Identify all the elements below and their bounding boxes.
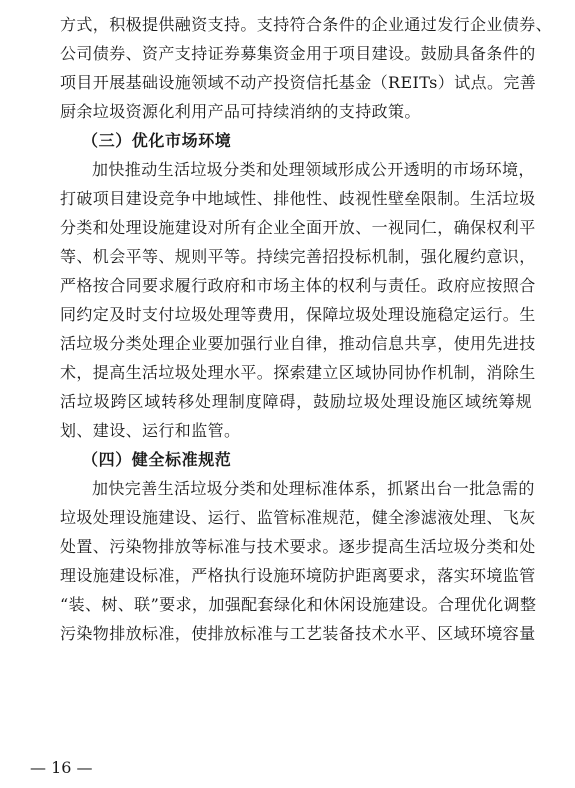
paragraph-line: 公司债券、资产支持证券募集资金用于项目建设。鼓励具备条件的 <box>60 44 536 63</box>
paragraph-line: 术，提高生活垃圾处理水平。探索建立区域协同协作机制，消除生 <box>60 363 536 382</box>
paragraph-line: 严格按合同要求履行政府和市场主体的权利与责任。政府应按照合 <box>60 276 536 295</box>
paragraph-line: 活垃圾跨区域转移处理制度障碍，鼓励垃圾处理设施区域统筹规 <box>60 392 532 411</box>
paragraph-line: 理设施建设标准，严格执行设施环境防护距离要求，落实环境监管 <box>60 566 536 585</box>
paragraph-line: 污染物排放标准，使排放标准与工艺装备技术水平、区域环境容量 <box>60 624 536 643</box>
paragraph-line: 同约定及时支付垃圾处理等费用，保障垃圾处理设施稳定运行。生 <box>60 305 536 324</box>
paragraph-line: 分类和处理设施建设对所有企业全面开放、一视同仁，确保权利平 <box>60 218 536 237</box>
paragraph-line: 打破项目建设竞争中地域性、排他性、歧视性壁垒限制。生活垃圾 <box>60 189 536 208</box>
paragraph-line: 厨余垃圾资源化利用产品可持续消纳的支持政策。 <box>60 102 421 121</box>
section-heading: （三）优化市场环境 <box>82 131 232 150</box>
paragraph-line: 方式，积极提供融资支持。支持符合条件的企业通过发行企业债券、 <box>60 15 553 34</box>
document-body <box>60 10 553 648</box>
paragraph-line: 垃圾处理设施建设、运行、监管标准规范，健全渗滤液处理、飞灰 <box>60 508 536 527</box>
page-number: — 16 — <box>30 758 93 777</box>
paragraph-line: 加快推动生活垃圾分类和处理领域形成公开透明的市场环境， <box>92 160 535 179</box>
paragraph-line: 加快完善生活垃圾分类和处理标准体系，抓紧出台一批急需的 <box>92 479 535 498</box>
paragraph-line: 处置、污染物排放等标准与技术要求。逐步提高生活垃圾分类和处 <box>60 537 536 556</box>
paragraph-line: “装、树、联”要求，加强配套绿化和休闲设施建设。合理优化调整 <box>60 595 537 614</box>
paragraph-line: 项目开展基础设施领域不动产投资信托基金（REITs）试点。完善 <box>60 73 537 92</box>
paragraph-line: 划、建设、运行和监管。 <box>60 421 241 440</box>
section-heading: （四）健全标准规范 <box>82 450 232 469</box>
paragraph-line: 活垃圾分类处理企业要加强行业自律，推动信息共享，使用先进技 <box>60 334 536 353</box>
paragraph-line: 等、机会平等、规则平等。持续完善招投标机制，强化履约意识， <box>60 247 536 266</box>
